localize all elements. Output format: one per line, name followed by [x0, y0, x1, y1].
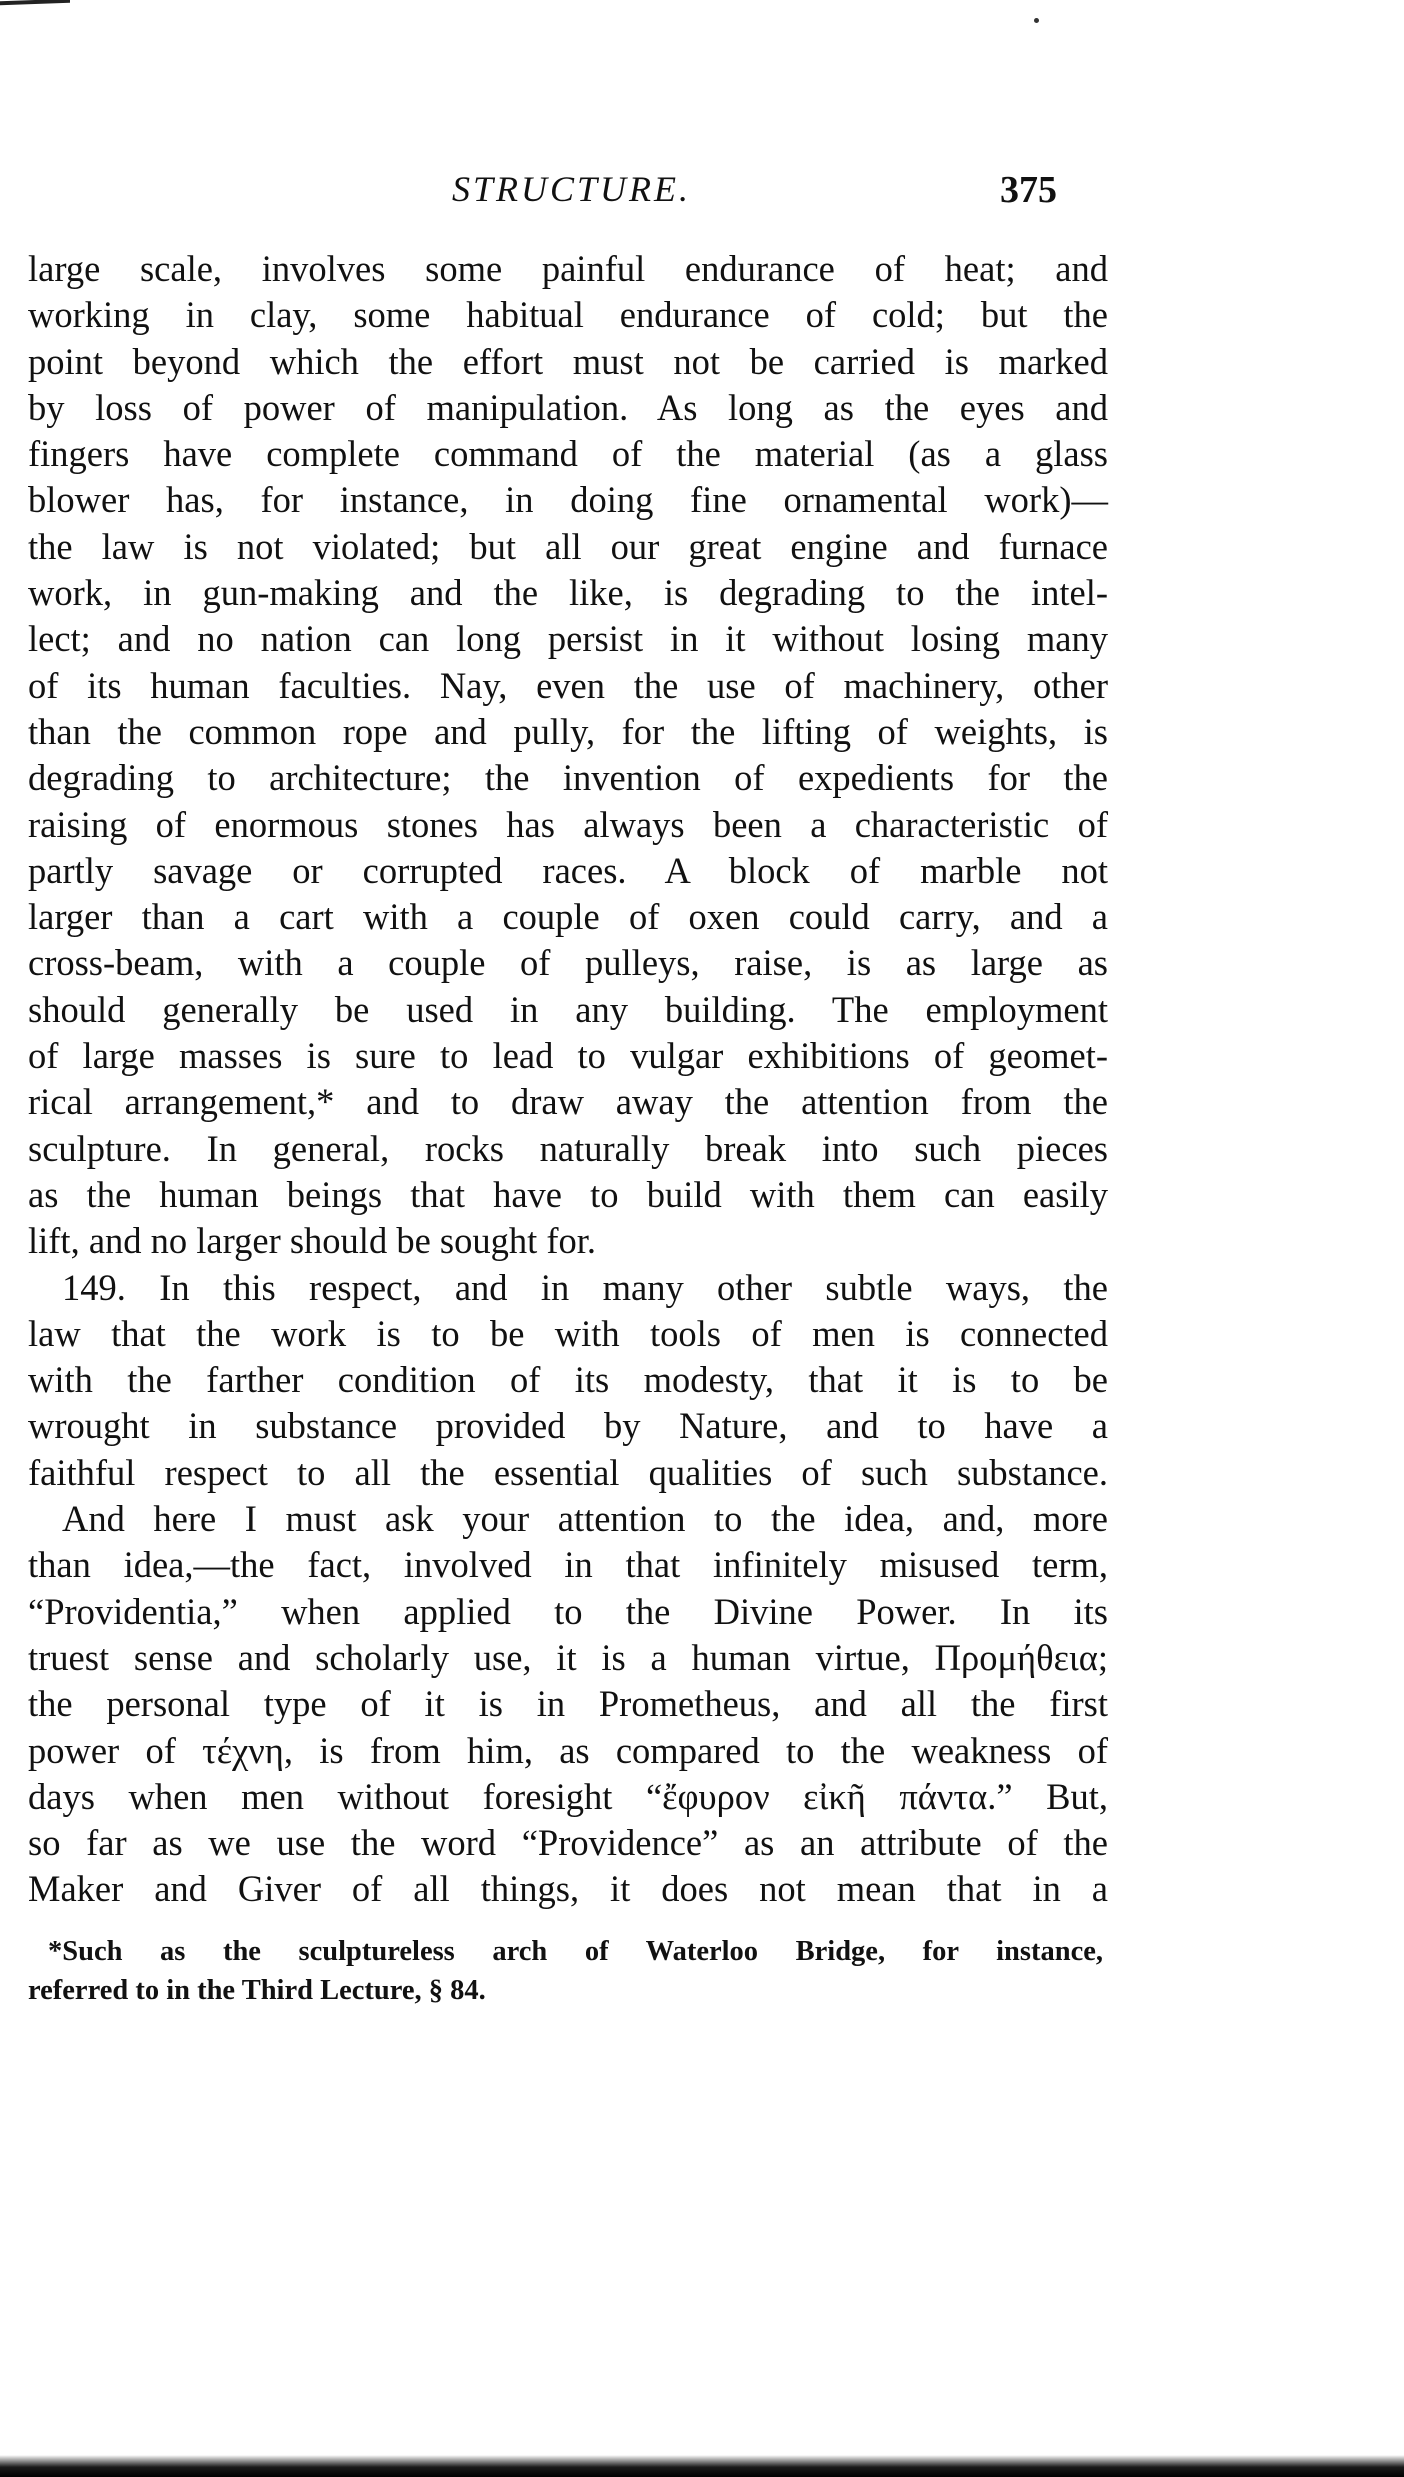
footnote-line: referred to in the Third Lecture, § 84.	[28, 1975, 486, 2006]
text-line: law that the work is to be with tools of men is connected	[28, 1312, 1108, 1354]
text-line: raising of enormous stones has always been a characteristic of	[28, 803, 1108, 845]
text-line: lift, and no larger should be sought for.	[28, 1220, 597, 1262]
footnote	[28, 1932, 1103, 2010]
scan-edge-mark	[0, 0, 70, 5]
text-line: days when men without foresight “ἔφυρον εἰκῆ πάντα.” But,	[28, 1775, 1108, 1817]
text-line: faithful respect to all the essential qualities of such substance.	[28, 1451, 1108, 1493]
paragraph-start: And here I must ask your attention to the idea, and, more	[62, 1498, 1108, 1540]
text-line: as the human beings that have to build with them can easily	[28, 1173, 1108, 1215]
text-line: lect; and no nation can long persist in it without losing many	[28, 618, 1108, 660]
text-line: sculpture. In general, rocks naturally break into such pieces	[28, 1127, 1108, 1169]
text-line: large scale, involves some painful endurance of heat; and	[28, 248, 1108, 289]
footnote-line: *Such as the sculptureless arch of Waterloo Bridge, for instance,	[48, 1936, 1103, 1967]
text-line: blower has, for instance, in doing fine ornamental work)—	[28, 479, 1108, 521]
text-line: than idea,—the fact, involved in that infinitely misused term,	[28, 1544, 1108, 1586]
text-line: degrading to architecture; the invention of expedients for the	[28, 757, 1108, 799]
body-text	[28, 246, 1108, 1913]
text-line: the personal type of it is in Prometheus, and all the first	[28, 1683, 1108, 1725]
text-line: rical arrangement,* and to draw away the attention from the	[28, 1081, 1108, 1123]
text-line: wrought in substance provided by Nature, and to have a	[28, 1405, 1108, 1447]
text-line: larger than a cart with a couple of oxen could carry, and a	[28, 896, 1108, 938]
text-line: work, in gun-making and the like, is degrading to the intel-	[28, 572, 1108, 614]
text-line: cross-beam, with a couple of pulleys, raise, is as large as	[28, 942, 1108, 984]
text-line: of its human faculties. Nay, even the use of machinery, other	[28, 664, 1108, 706]
text-line: with the farther condition of its modesty, that it is to be	[28, 1359, 1108, 1401]
section-149-start: 149. In this respect, and in many other subtle ways, the	[62, 1266, 1108, 1308]
text-line: so far as we use the word “Providence” as an attribute of the	[28, 1822, 1108, 1864]
text-line: fingers have complete command of the material (as a glass	[28, 433, 1108, 475]
text-line: than the common rope and pully, for the lifting of weights, is	[28, 710, 1108, 752]
text-line: by loss of power of manipulation. As long as the eyes and	[28, 386, 1108, 428]
text-line: the law is not violated; but all our great engine and furnace	[28, 525, 1108, 567]
text-line: of large masses is sure to lead to vulgar exhibitions of geomet-	[28, 1035, 1108, 1077]
text-line: truest sense and scholarly use, it is a human virtue, Προμήθεια;	[28, 1636, 1108, 1678]
text-line: working in clay, some habitual endurance of cold; but the	[28, 294, 1108, 336]
text-line: power of τέχνη, is from him, as compared to the weakness of	[28, 1729, 1108, 1771]
text-line: Maker and Giver of all things, it does not mean that in a	[28, 1868, 1108, 1910]
scan-speck	[1034, 18, 1039, 23]
text-line: “Providentia,” when applied to the Divine Power. In its	[28, 1590, 1108, 1632]
page-number: 375	[1000, 169, 1057, 211]
text-line: point beyond which the effort must not be carried is marked	[28, 340, 1108, 382]
page-header	[0, 168, 1404, 218]
text-line: partly savage or corrupted races. A block of marble not	[28, 849, 1108, 891]
scan-bottom-edge	[0, 2455, 1404, 2477]
text-line: should generally be used in any building. The employment	[28, 988, 1108, 1030]
running-title: STRUCTURE.	[452, 169, 692, 209]
